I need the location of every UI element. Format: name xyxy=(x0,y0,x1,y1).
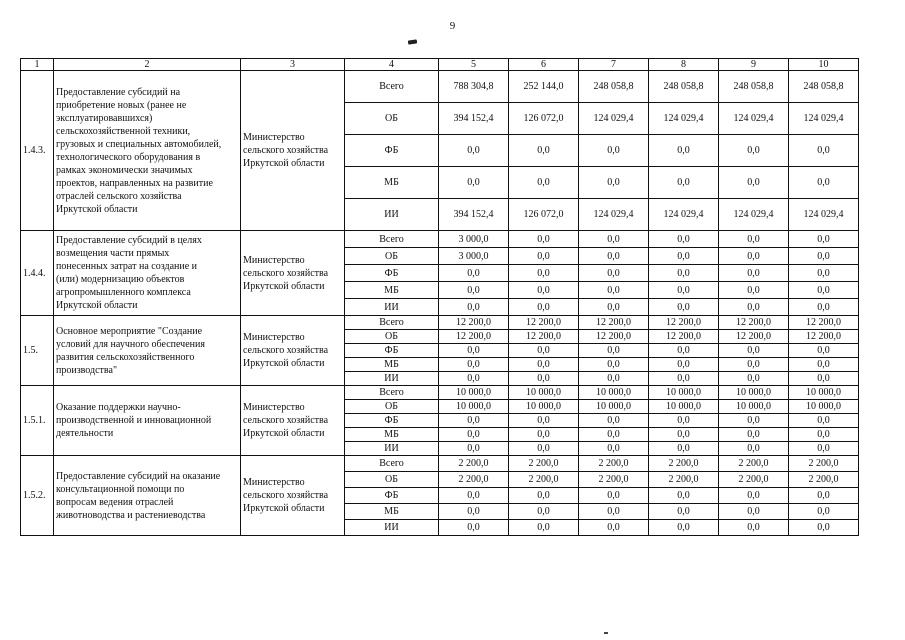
value-cell: 0,0 xyxy=(719,358,789,372)
value-cell: 12 200,0 xyxy=(719,316,789,330)
value-cell: 0,0 xyxy=(789,488,859,504)
value-cell: 0,0 xyxy=(649,520,719,536)
value-cell: 0,0 xyxy=(509,428,579,442)
value-cell: 0,0 xyxy=(439,372,509,386)
funding-source: Всего xyxy=(345,386,439,400)
value-cell: 3 000,0 xyxy=(439,231,509,248)
header-cell: 4 xyxy=(345,59,439,71)
budget-table xyxy=(20,58,859,536)
value-cell: 0,0 xyxy=(649,231,719,248)
funding-source: ИИ xyxy=(345,520,439,536)
item-description: Предоставление субсидий в целях возмещения части прямых понесенных затрат на создание и (или) модернизацию объектов агропромышленного комплекса Иркутской области xyxy=(54,231,241,316)
value-cell: 0,0 xyxy=(719,282,789,299)
value-cell: 0,0 xyxy=(719,167,789,199)
value-cell: 0,0 xyxy=(719,299,789,316)
value-cell: 0,0 xyxy=(789,282,859,299)
value-cell: 10 000,0 xyxy=(649,400,719,414)
header-cell: 7 xyxy=(579,59,649,71)
value-cell: 0,0 xyxy=(649,299,719,316)
table-body xyxy=(21,71,859,536)
value-cell: 0,0 xyxy=(789,344,859,358)
header-cell: 1 xyxy=(21,59,54,71)
value-cell: 0,0 xyxy=(649,282,719,299)
item-number: 1.5. xyxy=(21,316,54,386)
value-cell: 0,0 xyxy=(579,414,649,428)
scan-artifact xyxy=(604,632,608,634)
value-cell: 0,0 xyxy=(649,414,719,428)
value-cell: 124 029,4 xyxy=(649,199,719,231)
value-cell: 0,0 xyxy=(719,442,789,456)
value-cell: 10 000,0 xyxy=(439,400,509,414)
value-cell: 12 200,0 xyxy=(439,316,509,330)
item-description: Предоставление субсидий на приобретение новых (ранее не эксплуатировавшихся) сельскохозяйственной техники, грузовых и специальных автомобилей, технологического оборудования в рамках экономически значимых проектов, направленных на развитие отраслей сельского хозяйства Иркутской области xyxy=(54,71,241,231)
value-cell: 0,0 xyxy=(789,248,859,265)
value-cell: 2 200,0 xyxy=(649,472,719,488)
value-cell: 0,0 xyxy=(649,344,719,358)
funding-source: ИИ xyxy=(345,442,439,456)
value-cell: 10 000,0 xyxy=(719,400,789,414)
value-cell: 0,0 xyxy=(439,428,509,442)
value-cell: 0,0 xyxy=(719,135,789,167)
value-cell: 248 058,8 xyxy=(719,71,789,103)
value-cell: 0,0 xyxy=(579,442,649,456)
funding-source: ФБ xyxy=(345,265,439,282)
value-cell: 0,0 xyxy=(789,414,859,428)
value-cell: 248 058,8 xyxy=(649,71,719,103)
value-cell: 10 000,0 xyxy=(789,400,859,414)
responsible-executor: Министерство сельского хозяйства Иркутской области xyxy=(241,231,345,316)
funding-source: ФБ xyxy=(345,135,439,167)
funding-source: МБ xyxy=(345,282,439,299)
value-cell: 12 200,0 xyxy=(789,330,859,344)
value-cell: 0,0 xyxy=(509,248,579,265)
value-cell: 0,0 xyxy=(509,231,579,248)
value-cell: 2 200,0 xyxy=(649,456,719,472)
value-cell: 12 200,0 xyxy=(509,330,579,344)
value-cell: 0,0 xyxy=(649,442,719,456)
value-cell: 0,0 xyxy=(719,231,789,248)
value-cell: 0,0 xyxy=(509,167,579,199)
funding-source: ФБ xyxy=(345,414,439,428)
value-cell: 0,0 xyxy=(789,167,859,199)
value-cell: 12 200,0 xyxy=(579,330,649,344)
value-cell: 124 029,4 xyxy=(579,103,649,135)
header-cell: 9 xyxy=(719,59,789,71)
header-cell: 5 xyxy=(439,59,509,71)
value-cell: 2 200,0 xyxy=(789,472,859,488)
scan-artifact xyxy=(408,39,417,44)
value-cell: 0,0 xyxy=(439,344,509,358)
value-cell: 2 200,0 xyxy=(439,456,509,472)
header-cell: 3 xyxy=(241,59,345,71)
table-row xyxy=(21,456,859,472)
value-cell: 3 000,0 xyxy=(439,248,509,265)
value-cell: 0,0 xyxy=(579,167,649,199)
value-cell: 0,0 xyxy=(509,372,579,386)
funding-source: ИИ xyxy=(345,299,439,316)
value-cell: 2 200,0 xyxy=(439,472,509,488)
value-cell: 10 000,0 xyxy=(719,386,789,400)
value-cell: 394 152,4 xyxy=(439,199,509,231)
value-cell: 0,0 xyxy=(789,372,859,386)
item-number: 1.5.1. xyxy=(21,386,54,456)
value-cell: 0,0 xyxy=(439,135,509,167)
value-cell: 0,0 xyxy=(579,372,649,386)
value-cell: 0,0 xyxy=(509,488,579,504)
value-cell: 126 072,0 xyxy=(509,103,579,135)
value-cell: 2 200,0 xyxy=(509,456,579,472)
value-cell: 248 058,8 xyxy=(579,71,649,103)
header-cell: 2 xyxy=(54,59,241,71)
header-cell: 10 xyxy=(789,59,859,71)
value-cell: 12 200,0 xyxy=(649,330,719,344)
value-cell: 2 200,0 xyxy=(719,456,789,472)
value-cell: 10 000,0 xyxy=(439,386,509,400)
value-cell: 0,0 xyxy=(509,344,579,358)
value-cell: 12 200,0 xyxy=(719,330,789,344)
table-row xyxy=(21,231,859,248)
funding-source: ОБ xyxy=(345,400,439,414)
value-cell: 10 000,0 xyxy=(509,386,579,400)
value-cell: 2 200,0 xyxy=(509,472,579,488)
funding-source: Всего xyxy=(345,316,439,330)
funding-source: Всего xyxy=(345,231,439,248)
value-cell: 124 029,4 xyxy=(719,199,789,231)
value-cell: 0,0 xyxy=(789,428,859,442)
funding-source: ИИ xyxy=(345,372,439,386)
funding-source: МБ xyxy=(345,428,439,442)
value-cell: 10 000,0 xyxy=(579,400,649,414)
value-cell: 0,0 xyxy=(579,265,649,282)
value-cell: 0,0 xyxy=(649,372,719,386)
value-cell: 0,0 xyxy=(649,265,719,282)
value-cell: 2 200,0 xyxy=(579,472,649,488)
value-cell: 0,0 xyxy=(789,265,859,282)
value-cell: 0,0 xyxy=(579,231,649,248)
value-cell: 0,0 xyxy=(789,299,859,316)
value-cell: 0,0 xyxy=(579,358,649,372)
value-cell: 0,0 xyxy=(579,135,649,167)
value-cell: 0,0 xyxy=(649,428,719,442)
value-cell: 0,0 xyxy=(579,428,649,442)
responsible-executor: Министерство сельского хозяйства Иркутской области xyxy=(241,386,345,456)
item-number: 1.4.3. xyxy=(21,71,54,231)
value-cell: 0,0 xyxy=(719,414,789,428)
value-cell: 0,0 xyxy=(439,520,509,536)
value-cell: 0,0 xyxy=(509,265,579,282)
funding-source: ИИ xyxy=(345,199,439,231)
value-cell: 12 200,0 xyxy=(789,316,859,330)
funding-source: ФБ xyxy=(345,344,439,358)
value-cell: 2 200,0 xyxy=(789,456,859,472)
value-cell: 0,0 xyxy=(719,248,789,265)
item-description: Предоставление субсидий на оказание консультационной помощи по вопросам ведения отраслей животноводства и растениеводства xyxy=(54,456,241,536)
value-cell: 0,0 xyxy=(439,414,509,428)
value-cell: 0,0 xyxy=(649,248,719,265)
value-cell: 0,0 xyxy=(509,299,579,316)
item-description: Оказание поддержки научно- производственной и инновационной деятельности xyxy=(54,386,241,456)
value-cell: 0,0 xyxy=(439,299,509,316)
value-cell: 0,0 xyxy=(509,358,579,372)
value-cell: 0,0 xyxy=(649,488,719,504)
value-cell: 0,0 xyxy=(789,135,859,167)
value-cell: 0,0 xyxy=(579,282,649,299)
table-row xyxy=(21,71,859,103)
value-cell: 124 029,4 xyxy=(789,199,859,231)
page-number: 9 xyxy=(449,20,456,32)
value-cell: 0,0 xyxy=(649,135,719,167)
funding-source: Всего xyxy=(345,71,439,103)
value-cell: 0,0 xyxy=(439,504,509,520)
value-cell: 10 000,0 xyxy=(509,400,579,414)
funding-source: ОБ xyxy=(345,248,439,265)
value-cell: 0,0 xyxy=(719,488,789,504)
value-cell: 788 304,8 xyxy=(439,71,509,103)
value-cell: 0,0 xyxy=(439,167,509,199)
value-cell: 0,0 xyxy=(649,504,719,520)
value-cell: 124 029,4 xyxy=(719,103,789,135)
value-cell: 12 200,0 xyxy=(509,316,579,330)
value-cell: 0,0 xyxy=(579,344,649,358)
value-cell: 0,0 xyxy=(439,265,509,282)
value-cell: 0,0 xyxy=(579,520,649,536)
value-cell: 126 072,0 xyxy=(509,199,579,231)
value-cell: 0,0 xyxy=(439,442,509,456)
value-cell: 0,0 xyxy=(649,167,719,199)
value-cell: 0,0 xyxy=(719,520,789,536)
funding-source: МБ xyxy=(345,167,439,199)
value-cell: 0,0 xyxy=(719,372,789,386)
value-cell: 124 029,4 xyxy=(789,103,859,135)
responsible-executor: Министерство сельского хозяйства Иркутской области xyxy=(241,456,345,536)
value-cell: 0,0 xyxy=(509,414,579,428)
responsible-executor: Министерство сельского хозяйства Иркутской области xyxy=(241,316,345,386)
item-number: 1.5.2. xyxy=(21,456,54,536)
value-cell: 10 000,0 xyxy=(579,386,649,400)
value-cell: 12 200,0 xyxy=(439,330,509,344)
value-cell: 124 029,4 xyxy=(649,103,719,135)
funding-source: Всего xyxy=(345,456,439,472)
value-cell: 0,0 xyxy=(719,504,789,520)
value-cell: 0,0 xyxy=(439,358,509,372)
value-cell: 0,0 xyxy=(789,504,859,520)
value-cell: 124 029,4 xyxy=(579,199,649,231)
header-cell: 8 xyxy=(649,59,719,71)
value-cell: 0,0 xyxy=(649,358,719,372)
funding-source: МБ xyxy=(345,504,439,520)
value-cell: 0,0 xyxy=(439,488,509,504)
value-cell: 2 200,0 xyxy=(579,456,649,472)
value-cell: 0,0 xyxy=(579,488,649,504)
value-cell: 0,0 xyxy=(509,442,579,456)
funding-source: ФБ xyxy=(345,488,439,504)
value-cell: 10 000,0 xyxy=(649,386,719,400)
funding-source: МБ xyxy=(345,358,439,372)
header-cell: 6 xyxy=(509,59,579,71)
value-cell: 394 152,4 xyxy=(439,103,509,135)
value-cell: 12 200,0 xyxy=(649,316,719,330)
value-cell: 0,0 xyxy=(509,135,579,167)
value-cell: 0,0 xyxy=(719,428,789,442)
value-cell: 0,0 xyxy=(789,231,859,248)
value-cell: 0,0 xyxy=(509,520,579,536)
header-row xyxy=(21,59,859,71)
value-cell: 2 200,0 xyxy=(719,472,789,488)
value-cell: 0,0 xyxy=(719,265,789,282)
value-cell: 252 144,0 xyxy=(509,71,579,103)
value-cell: 12 200,0 xyxy=(579,316,649,330)
value-cell: 0,0 xyxy=(579,504,649,520)
item-description: Основное мероприятие "Создание условий для научного обеспечения развития сельскохозяйственного производства" xyxy=(54,316,241,386)
value-cell: 0,0 xyxy=(579,248,649,265)
value-cell: 0,0 xyxy=(439,282,509,299)
responsible-executor: Министерство сельского хозяйства Иркутской области xyxy=(241,71,345,231)
item-number: 1.4.4. xyxy=(21,231,54,316)
value-cell: 248 058,8 xyxy=(789,71,859,103)
funding-source: ОБ xyxy=(345,472,439,488)
value-cell: 0,0 xyxy=(789,442,859,456)
value-cell: 0,0 xyxy=(789,358,859,372)
table-row xyxy=(21,386,859,400)
value-cell: 0,0 xyxy=(789,520,859,536)
value-cell: 0,0 xyxy=(509,282,579,299)
value-cell: 0,0 xyxy=(509,504,579,520)
funding-source: ОБ xyxy=(345,330,439,344)
value-cell: 10 000,0 xyxy=(789,386,859,400)
value-cell: 0,0 xyxy=(719,344,789,358)
value-cell: 0,0 xyxy=(579,299,649,316)
table-row xyxy=(21,316,859,330)
funding-source: ОБ xyxy=(345,103,439,135)
